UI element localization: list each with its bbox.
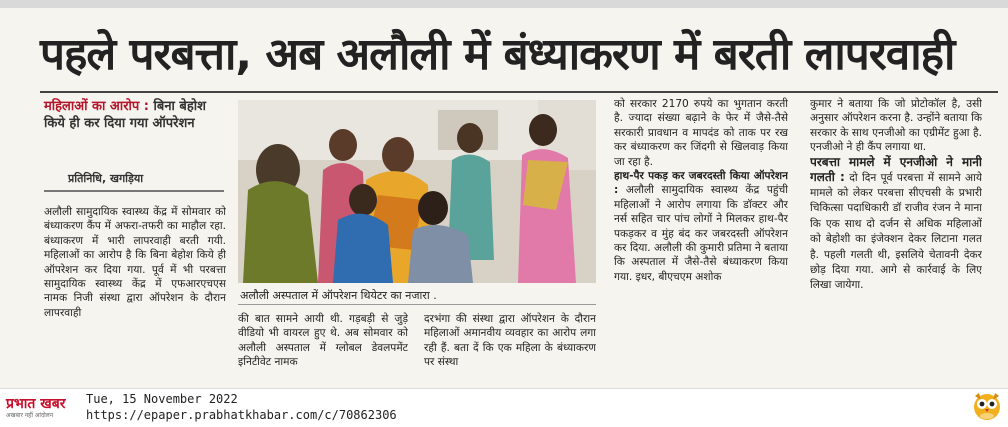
photo-caption: अलौली अस्पताल में ऑपरेशन थियेटर का नजारा .	[240, 289, 437, 302]
owl-icon[interactable]	[970, 388, 1004, 422]
column-3-text: दरभंगा की संस्था द्वारा ऑपरेशन के दौरान महिलाओं अमानवीय व्यवहार का आरोप लगा रही हैं. बता दें कि एक महिला के बंध्याकरण पर संस्था	[424, 313, 596, 369]
column-5-text-b: दो दिन पूर्व परबत्ता में सामने आये मामले को लेकर परबत्ता सीएचसी के प्रभारी चिकित्सा पदाधिकारी डॉ राजीव रंजन ने माना कि एक साथ दो दर्जन से अधिक महिलाओं को बेहोशी का इंजेक्शन देकर लिटाना गलत है. पहली गलती थी, इसलिये चेतावनी देकर छोड़ दिया गया. आगे से कार्रवाई के लिए लिखा जायेगा.	[810, 171, 982, 292]
prabhat-khabar-logo[interactable]	[6, 394, 78, 422]
column-4-text-b: अलौली सामुदायिक स्वास्थ्य केंद्र पहुंची महिलाओं ने आरोप लगाया कि डॉक्टर और नर्स सहित चार पांच लोगों ने मिलकर हाथ-पैर पकड़कर व मुंह बंद कर जबरदस्ती ऑपरेशन कर दिया. अलौली की कुमारी प्रतिमा ने बताया कि अस्पताल में जैसे-तैसे बंध्याकरण किया गया. इधर, बीएचएम अशोक	[614, 184, 788, 283]
photo-illustration	[238, 100, 596, 283]
column-2-text: की बात सामने आयी थी. गड़बड़ी से जुड़े वीडियो भी वायरल हुए थे. अब सोमवार को अलौली अस्पताल में ग्लोबल डेवलपमेंट इनिटीवेट नामक	[238, 313, 408, 369]
footer-meta	[86, 391, 397, 423]
column-5-text-a: कुमार ने बताया कि जो प्रोटोकॉल है, उसी अनुसार ऑपरेशन करना है. उन्होंने बताया कि सरकार के साथ एनजीओ का एग्रीमेंट हुआ है. एनजीओ ने ही कैंप लगाया था.	[810, 98, 982, 154]
owl-icon-svg	[970, 388, 1004, 422]
byline-rule	[44, 190, 224, 192]
column-5	[810, 97, 982, 385]
column-5-subhead: परबत्ता मामले में एनजीओ ने मानी गलती :	[810, 154, 982, 184]
kicker-rest: बिना बेहोश किये ही कर दिया गया ऑपरेशन	[44, 99, 206, 131]
photo-operation-theatre	[238, 100, 596, 283]
kicker	[44, 98, 224, 132]
source-url[interactable]: https://epaper.prabhatkhabar.com/c/70862306	[86, 408, 397, 422]
column-3	[424, 312, 596, 384]
column-1-text: अलौली सामुदायिक स्वास्थ्य केंद्र में सोमवार को बंध्याकरण कैंप में अफरा-तफरी का माहौल रहा. बंध्याकरण में भारी लापरवाही बरती गयी. महिलाओं का आरोप है कि बिना बेहोश किये ही ऑपरेशन कर दिया गया. पूर्व में भी परबत्ता सामुदायिक स्वास्थ्य केंद्र में एफआरएचएस नामक निजी संस्था द्वारा ऑपरेशन के दौरान लापरवाही	[44, 206, 226, 319]
column-2	[238, 312, 408, 384]
caption-rule	[238, 304, 596, 305]
logo-text: प्रभात खबर	[6, 396, 66, 412]
column-4	[614, 97, 788, 385]
column-1	[44, 205, 226, 383]
headline: पहले परबत्ता, अब अलौली में बंध्याकरण में बरती लापरवाही	[40, 29, 955, 80]
top-border	[0, 0, 1008, 8]
column-4-text-a: को सरकार 2170 रुपये का भुगतान करती है. ज्यादा संख्या बढ़ाने के फेर में जैसे-तैसे सरकारी प्रावधान व मापदंड को ताक पर रख कर बंध्याकरण कर जिंदगी से खिलवाड़ किया जा रहा है.	[614, 98, 788, 168]
column-4-subhead: हाथ-पैर पकड़ कर जबरदस्ती किया ऑपरेशन :	[614, 170, 788, 197]
headline-rule	[40, 91, 998, 93]
logo-tagline: अखबार नहीं आंदोलन	[6, 412, 54, 419]
byline: प्रतिनिधि, खगड़िया	[68, 172, 144, 185]
publish-date: Tue, 15 November 2022	[86, 392, 238, 406]
kicker-red: महिलाओं का आरोप :	[44, 99, 149, 114]
